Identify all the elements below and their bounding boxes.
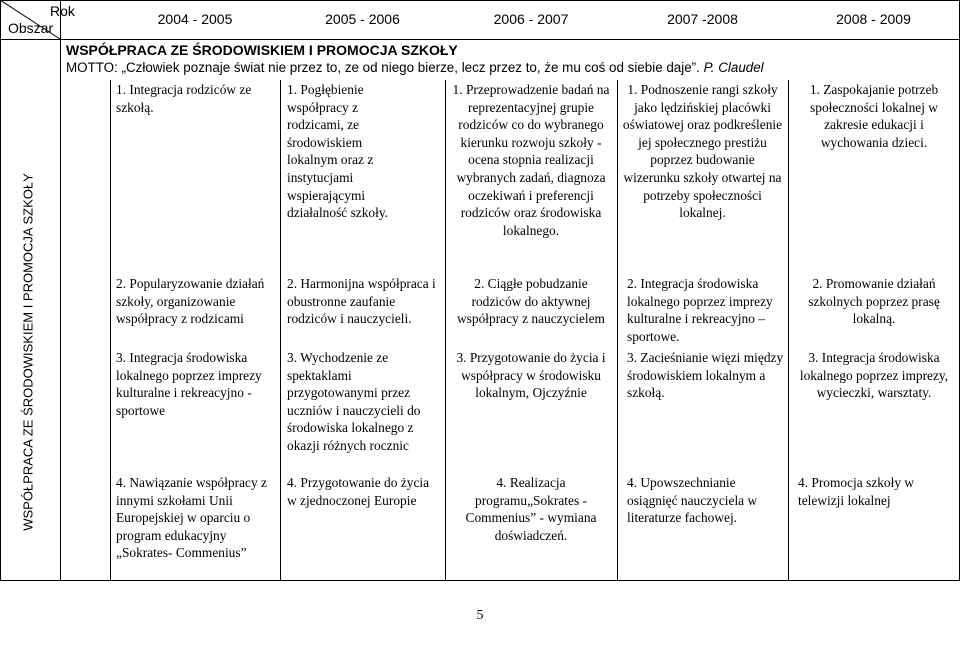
col1-item-1: 1. Integracja rodziców ze szkołą.	[116, 82, 252, 115]
col4-item-2: 2. Integracja środowiska lokalnego poprzez imprezy kulturalne i rekreacyjno – sportowe.	[627, 276, 773, 344]
col-divider-3	[617, 80, 618, 581]
year-header-5: 2008 - 2009	[836, 11, 911, 27]
col5-item-1: 1. Zaspokajanie potrzeb społeczności lokalnej w zakresie edukacji i wychowania dzieci.	[809, 82, 939, 150]
col4-item-1: 1. Podnoszenie rangi szkoły jako lędzińskiej placówki oświatowej oraz podkreślenie jej społecznego prestiżu poprzez budowanie wizerunku szkoły otwartej na potrzeby społeczności lokalnej.	[622, 82, 783, 221]
year-header-3: 2006 - 2007	[493, 11, 569, 27]
page-number: 5	[476, 608, 484, 623]
table-border-bottom	[0, 580, 960, 581]
area-column-divider	[60, 0, 61, 581]
col2-item-4: 4. Przygotowanie do życia w zjednoczonej Europie	[287, 475, 430, 508]
col2-item-1: 1. Pogłębienie współpracy z rodzicami, ze środowiskiem lokalnym oraz z instytucjami wspierającymi działalność szkoły.	[287, 82, 389, 221]
col-divider-4	[788, 80, 789, 581]
header-rok: Rok	[50, 3, 75, 19]
col1-item-4: 4. Nawiązanie współpracy z innymi szkołami Unii Europejskiej w oparciu o program edukacyjny „Sokrates- Commenius”	[116, 475, 267, 561]
col3-item-2: 2. Ciągłe pobudzanie rodziców do aktywnej współpracy z nauczycielem	[457, 276, 605, 327]
col3-item-4: 4. Realizacja programu„Sokrates - Commenius” - wymiana doświadczeń.	[465, 475, 597, 543]
col-divider-1a	[110, 80, 111, 581]
table-border-left	[0, 0, 1, 581]
area-vertical-label-text: WSPÓŁPRACA ZE ŚRODOWISKIEM I PROMOCJA SZKOŁY	[20, 172, 36, 531]
motto-text: MOTTO: „Człowiek poznaje świat nie przez to, ze od niego bierze, lecz przez to, że mu coś od siebie daje”.	[66, 60, 700, 75]
col-divider-2	[445, 80, 446, 581]
col1-item-2: 2. Popularyzowanie działań szkoły, organizowanie współpracy z rodzicami	[116, 276, 265, 327]
col1-item-3: 3. Integracja środowiska lokalnego poprzez imprezy kulturalne i rekreacyjno - sportowe	[116, 350, 262, 418]
year-header-1: 2004 - 2005	[157, 11, 233, 27]
year-header-2: 2005 - 2006	[325, 11, 400, 27]
col3-item-3: 3. Przygotowanie do życia i współpracy w środowisku lokalnym, Ojczyźnie	[456, 350, 606, 401]
col4-item-4: 4. Upowszechnianie osiągnięć nauczyciela w literaturze fachowej.	[627, 475, 758, 526]
header-corner-diagonal	[0, 0, 61, 40]
col-divider-1b	[280, 80, 281, 581]
section-title: WSPÓŁPRACA ZE ŚRODOWISKIEM I PROMOCJA SZKOŁY	[66, 42, 458, 58]
section-motto	[66, 60, 764, 75]
col5-item-4: 4. Promocja szkoły w telewizji lokalnej	[798, 475, 915, 508]
area-vertical-label	[8, 124, 48, 579]
col5-item-3: 3. Integracja środowiska lokalnego poprzez imprezy, wycieczki, warsztaty.	[799, 350, 949, 401]
col2-item-2: 2. Harmonijna współpraca i obustronne zaufanie rodziców i nauczycieli.	[287, 276, 436, 327]
col3-item-1: 1. Przeprowadzenie badań na reprezentacyjnej grupie rodziców co do wybranego kierunku rozwoju szkoły - ocena stopnia realizacji wybranych zadań, diagnoza oczekiwań i preferencji rodziców oraz środowiska lokalnego.	[452, 82, 610, 238]
motto-author: P. Claudel	[703, 60, 764, 75]
year-header-4: 2007 -2008	[667, 11, 738, 27]
header-row-divider	[0, 39, 960, 40]
col5-item-2: 2. Promowanie działań szkolnych poprzez prasę lokalną.	[808, 276, 940, 327]
col2-item-3: 3. Wychodzenie ze spektaklami przygotowanymi przez uczniów i nauczycieli do środowiska lokalnego z okazji różnych rocznic	[287, 350, 421, 453]
header-obszar: Obszar	[8, 20, 54, 36]
table-border-top	[0, 0, 960, 1]
col4-item-3: 3. Zacieśnianie więzi między środowiskiem lokalnym a szkołą.	[627, 350, 784, 401]
